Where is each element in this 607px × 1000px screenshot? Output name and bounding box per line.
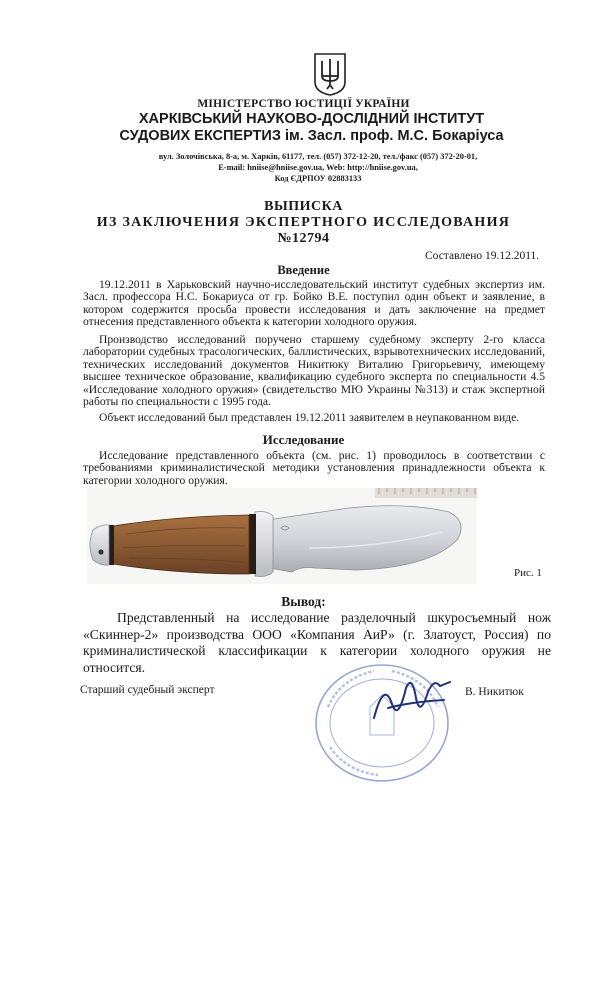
intro-paragraph-3: Объект исследований был представлен 19.12.2011 заявителем в неупакованном виде. [99,411,520,424]
handwritten-signature-icon [370,668,455,728]
figure-caption: Рис. 1 [514,567,542,579]
document-title-line1: ВЫПИСКА [264,199,343,214]
address-line1: вул. Золочівська, 8-а, м. Харків, 61177, тел. (057) 372-12-20, тел./факс (057) 372-20-01, [158,152,478,161]
knife-photo [87,488,477,584]
signatory-role: Старший судебный эксперт [80,684,215,696]
study-heading: Исследование [262,432,345,447]
ministry-name: МІНІСТЕРСТВО ЮСТИЦІЇ УКРАЇНИ [197,98,410,110]
study-paragraph: Исследование представленного объекта (см. рис. 1) проводилось в соответствии с требованиями криминалистической методики установления принадлежности объекта к категории холодного оружия. [83,449,545,487]
conclusion-heading: Вывод: [281,594,326,609]
address-line3: Код ЄДРПОУ 02883133 [274,174,362,183]
conclusion-paragraph: Представленный на исследование разделочный шкуросъемный нож «Скиннер-2» производства ООО «Компания АиР» (г. Златоуст, Россия) по криминалистической классификации к категории холодного оружия не относится. [83,610,551,675]
institute-name-line2: СУДОВИХ ЕКСПЕРТИЗ ім. Засл. проф. М.С. Бокаріуса [119,128,504,144]
intro-paragraph-1: 19.12.2011 в Харьковский научно-исследовательский институт судебных экспертиз им. Засл. профессора Н.С. Бокариуса от гр. Бойко В.Е. поступил один объект и заявление, в котором содержится просьба провести исследования и дать заключение на предмет отнесения представленного объекта к категории холодного оружия. [83,278,545,329]
institute-name-line1: ХАРКІВСЬКИЙ НАУКОВО-ДОСЛІДНИЙ ІНСТИТУТ [138,111,485,127]
trident-emblem-icon [313,52,347,96]
address-line2: E-mail: hniise@hniise.gov.ua, Web: http://hniise.gov.ua, [218,163,418,172]
intro-paragraph-2: Производство исследований поручено старшему судебному эксперту 2-го класса лаборатории судебных трасологических, баллистических, взрывотехнических исследований, технических исследований документов Никитюку Виталию Григорьевичу, имеющему высшее техническое образование, квалификацию судебного эксперта по специальности 4.5 «Исследование холодного оружия» (свидетельство МЮ Украины №313) и стаж экспертной работы по специальности с 1995 года. [83,333,545,409]
compiled-date: Составлено 19.12.2011. [425,250,540,262]
signatory-name: В. Никитюк [465,686,524,698]
document-title-line2: ИЗ ЗАКЛЮЧЕНИЯ ЭКСПЕРТНОГО ИССЛЕДОВАНИЯ [96,215,511,230]
intro-heading: Введение [277,263,330,277]
document-number: №12794 [277,231,330,246]
